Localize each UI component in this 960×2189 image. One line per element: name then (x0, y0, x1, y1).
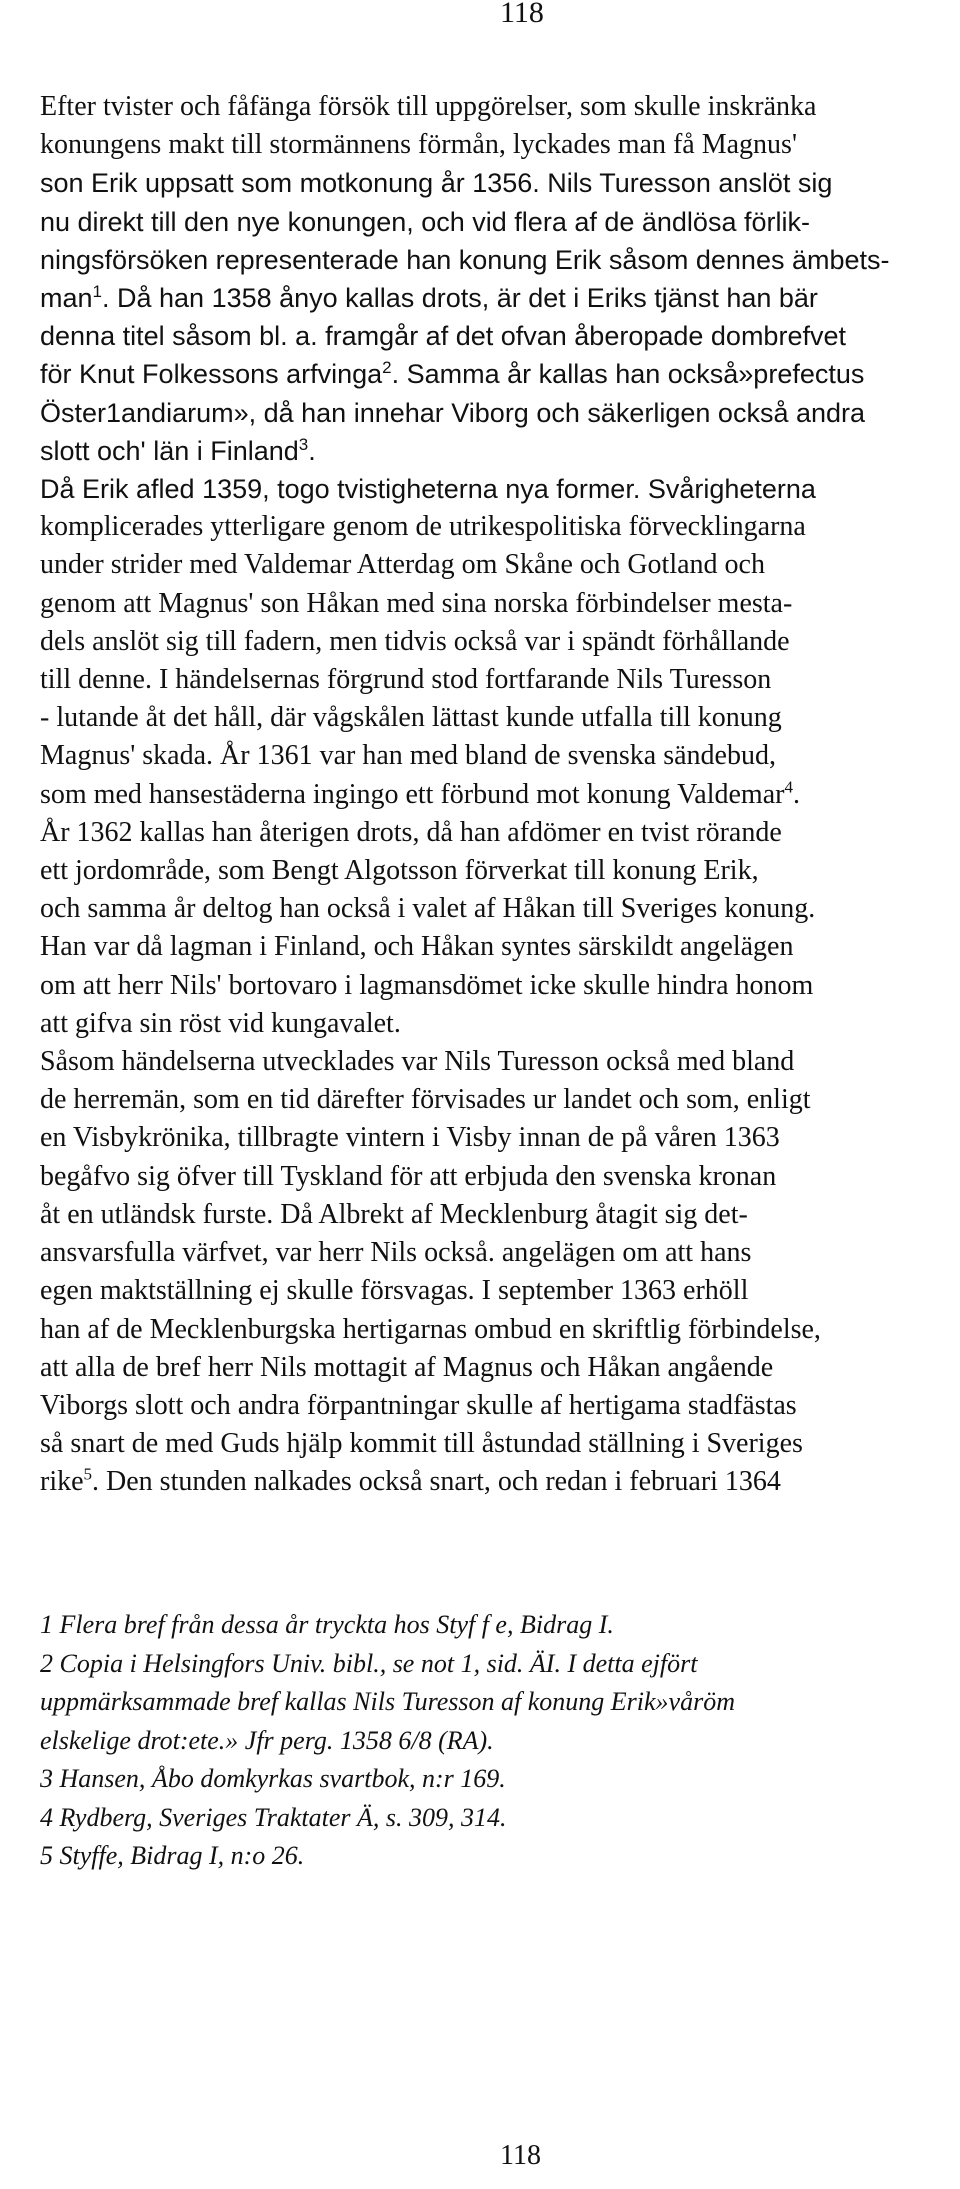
body-line-text-continued: . Den stunden nalkades också snart, och redan i februari 1364 (92, 1466, 781, 1498)
body-line (40, 1196, 946, 1234)
footnote-reference: 1 (92, 282, 102, 302)
body-line-text: denna titel såsom bl. a. framgår af det ofvan åberopade dombrefvet (40, 321, 846, 352)
footnote-line: uppmärksammade bref kallas Nils Turesson af konung Erik»våröm (40, 1687, 735, 1716)
body-line-text: för Knut Folkessons arfvinga (40, 359, 383, 390)
body-line-text: Såsom händelserna utvecklades var Nils Turesson också med bland (40, 1046, 795, 1078)
body-line (40, 88, 946, 126)
body-line (40, 776, 946, 814)
body-line (40, 737, 946, 775)
body-line-text: ett jordområde, som Bengt Algotsson förverkat till konung Erik, (40, 855, 759, 887)
body-line (40, 1005, 946, 1043)
body-line (40, 1387, 946, 1425)
body-line-text-continued: . Då han 1358 ånyo kallas drots, är det i Eriks tjänst han bär (102, 283, 818, 314)
body-line-text: han af de Mecklenburgska hertigarnas ombud en skriftlig förbindelse, (40, 1313, 821, 1345)
body-line (40, 394, 946, 432)
body-line-text: begåfvo sig öfver till Tyskland för att erbjuda den svenska kronan (40, 1160, 777, 1192)
body-line (40, 546, 946, 584)
footnote-line: 3 Hansen, Åbo domkyrkas svartbok, n:r 169. (40, 1764, 506, 1793)
body-line-text: en Visbykrönika, tillbragte vintern i Visby innan de på våren 1363 (40, 1122, 780, 1154)
body-line-text: - lutande åt det håll, där vågskålen lättast kunde utfalla till konung (40, 702, 782, 734)
body-line-text: som med hansestäderna ingingo ett förbund mot konung Valdemar (40, 778, 785, 810)
body-line-text-continued: . (792, 778, 800, 810)
body-line-text: son Erik uppsatt som motkonung år 1356. Nils Turesson anslöt sig (40, 168, 833, 199)
body-line-text: komplicerades ytterligare genom de utrikespolitiska förvecklingarna (40, 511, 806, 543)
body-line-text: åt en utländsk furste. Då Albrekt af Mecklenburg åtagit sig det- (40, 1198, 748, 1230)
footnote-reference: 5 (83, 1464, 93, 1484)
body-line-text: till denne. I händelsernas förgrund stod fortfarande Nils Turesson (40, 664, 772, 696)
body-line-text: Han var då lagman i Finland, och Håkan syntes särskildt angelägen (40, 931, 794, 963)
body-line-text-continued: . Samma år kallas han också»prefectus (391, 359, 865, 390)
body-line (40, 203, 946, 241)
body-line (40, 623, 946, 661)
body-line-text: Efter tvister och fåfänga försök till uppgörelser, som skulle inskränka (40, 91, 817, 122)
body-line (40, 432, 946, 470)
body-line-text: så snart de med Guds hjälp kommit till åstundad ställning i Sveriges (40, 1428, 803, 1460)
body-line-text: om att herr Nils' bortovaro i lagmansdömet icke skulle hindra honom (40, 969, 814, 1001)
body-line-text: att gifva sin röst vid kungavalet. (40, 1007, 401, 1039)
body-text (40, 88, 946, 1502)
footnote-reference: 2 (382, 358, 392, 378)
body-line (40, 1119, 946, 1157)
body-line-text: de herremän, som en tid därefter förvisades ur landet och som, enligt (40, 1084, 811, 1116)
body-line (40, 1158, 946, 1196)
body-line (40, 1043, 946, 1081)
body-line (40, 699, 946, 737)
body-line-text: Öster1andiarum», då han innehar Viborg och säkerligen också andra (40, 397, 866, 428)
body-line (40, 508, 946, 546)
footnotes (40, 1606, 940, 1876)
body-line (40, 890, 946, 928)
body-line-text: ansvarsfulla värfvet, var herr Nils också. angelägen om att hans (40, 1237, 752, 1269)
body-line-text: slott och' län i Finland (40, 435, 299, 466)
body-line-text: och samma år deltog han också i valet af Håkan till Sveriges konung. (40, 893, 816, 925)
body-line (40, 1349, 946, 1387)
body-line-text: Då Erik afled 1359, togo tvistigheterna nya former. Svårigheterna (40, 474, 816, 505)
body-line-text-continued: . (308, 435, 316, 466)
body-line-text: att alla de bref herr Nils mottagit af Magnus och Håkan angående (40, 1351, 774, 1383)
body-line (40, 279, 946, 317)
footnote-reference: 4 (784, 777, 793, 797)
body-line-text: konungens makt till stormännens förmån, lyckades man få Magnus' (40, 129, 797, 161)
footnote-line: 4 Rydberg, Sveriges Traktater Ä, s. 309, 314. (40, 1802, 507, 1832)
body-line (40, 661, 946, 699)
page-number-bottom: 118 (500, 2140, 541, 2171)
footnote-line: elskelige drot:ete.» Jfr perg. 1358 6/8 (RA). (40, 1725, 494, 1755)
body-line (40, 470, 946, 508)
body-line (40, 317, 946, 355)
body-line (40, 928, 946, 966)
body-line-text: År 1362 kallas han återigen drots, då han afdömer en tvist rörande (40, 816, 782, 848)
body-line (40, 1234, 946, 1272)
body-line-text: man (40, 283, 93, 314)
footnote-line: 5 Styffe, Bidrag I, n:o 26. (40, 1841, 305, 1870)
body-line (40, 1081, 946, 1119)
body-line-text: nu direkt till den nye konungen, och vid flera af de ändlösa förlik- (40, 206, 810, 237)
body-line (40, 814, 946, 852)
body-line-text: ningsförsöken representerade han konung Erik såsom dennes ämbets- (40, 244, 890, 275)
body-line (40, 852, 946, 890)
body-line-text: rike (40, 1466, 84, 1498)
body-line-text: under strider med Valdemar Atterdag om Skåne och Gotland och (40, 549, 765, 581)
body-line-text: Magnus' skada. År 1361 var han med bland de svenska sändebud, (40, 740, 776, 772)
body-line (40, 126, 946, 164)
body-line (40, 164, 946, 202)
body-line (40, 967, 946, 1005)
body-line (40, 241, 946, 279)
footnote-line: 2 Copia i Helsingfors Univ. bibl., se not 1, sid. ÄI. I detta ejfört (40, 1648, 698, 1678)
body-line (40, 585, 946, 623)
body-line-text: Viborgs slott och andra förpantningar skulle af hertigama stadfästas (40, 1389, 797, 1421)
body-line-text: dels anslöt sig till fadern, men tidvis också var i spändt förhållande (40, 625, 790, 657)
footnote-reference: 3 (298, 434, 309, 454)
body-line-text: genom att Magnus' son Håkan med sina norska förbindelser mesta- (40, 587, 793, 619)
body-line (40, 1311, 946, 1349)
page-number-top: 118 (500, 0, 544, 29)
body-line (40, 1463, 946, 1501)
body-line (40, 1272, 946, 1310)
body-line (40, 1425, 946, 1463)
body-line (40, 355, 946, 393)
body-line-text: egen maktställning ej skulle försvagas. I september 1363 erhöll (40, 1275, 749, 1307)
footnote-line: 1 Flera bref från dessa år tryckta hos Styf f e, Bidrag I. (40, 1610, 614, 1639)
